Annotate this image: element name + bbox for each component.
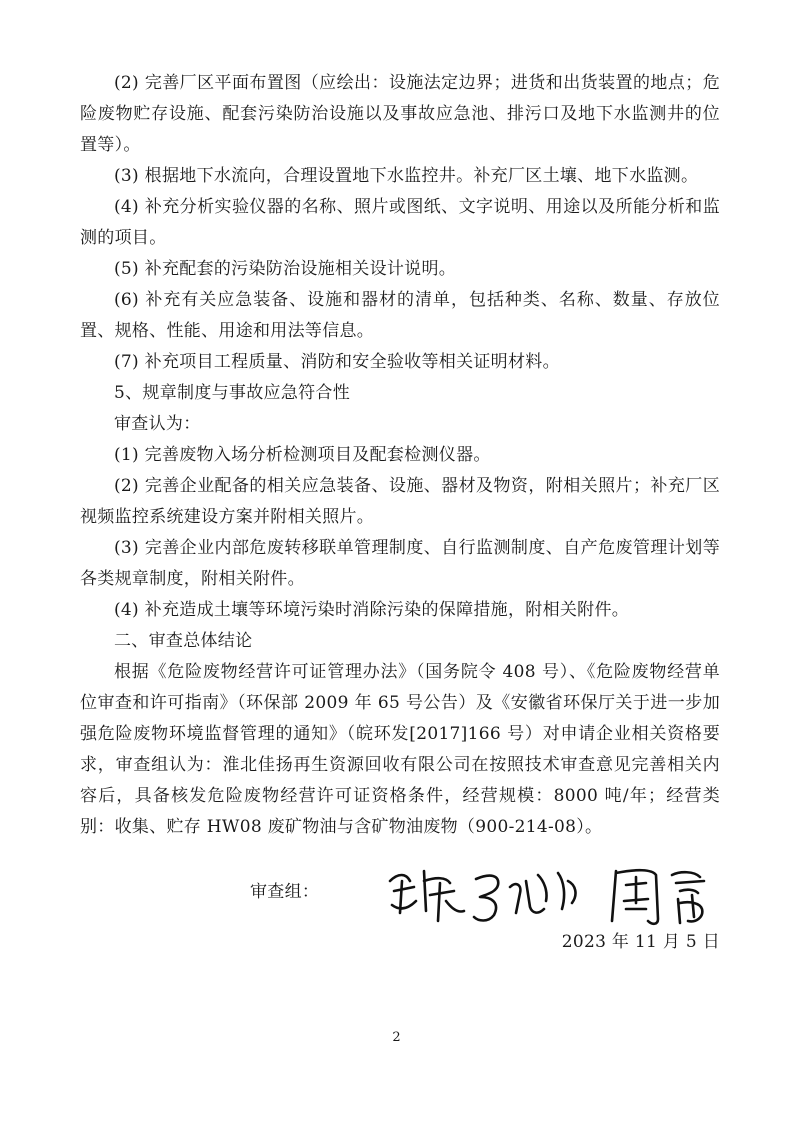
section-5-heading: 5、规章制度与事故应急符合性: [114, 383, 351, 403]
review-item-3: (3) 完善企业内部危废转移联单管理制度、自行监测制度、自产危废管理计划等各类规章制度，附相关附件。: [80, 538, 720, 589]
document-body: [80, 68, 720, 952]
item-3-groundwater-wells: (3) 根据地下水流向，合理设置地下水监控井。补充厂区土壤、地下水监测。: [114, 166, 699, 186]
item-7-acceptance-materials: (7) 补充项目工程质量、消防和安全验收等相关证明材料。: [114, 352, 560, 372]
item-6-emergency-equipment: (6) 补充有关应急装备、设施和器材的清单，包括种类、名称、数量、存放位置、规格、性能、用途和用法等信息。: [80, 290, 720, 341]
item-5-pollution-facilities: (5) 补充配套的污染防治设施相关设计说明。: [114, 259, 457, 279]
item-2-floor-plan: (2) 完善厂区平面布置图（应绘出：设施法定边界；进货和出货装置的地点；危险废物贮存设施、配套污染防治设施以及事故应急池、排污口及地下水监测井的位置等）。: [80, 73, 720, 155]
handwritten-signatures: [380, 851, 720, 931]
item-4-lab-instruments: (4) 补充分析实验仪器的名称、照片或图纸、文字说明、用途以及所能分析和监测的项目。: [80, 197, 720, 248]
conclusion-paragraph: 根据《危险废物经营许可证管理办法》（国务院令 408 号）、《危险废物经营单位审查和许可指南》（环保部 2009 年 65 号公告）及《安徽省环保厅关于进一步加强危险废物环境监督管理的通知》（皖环发[2017]166 号）对申请企业相关资格要求，审查组认为：淮北佳扬再生资源回收有限公司在按照技术审查意见完善相关内容后，具备核发危险废物经营许可证资格条件，经营规模：8000 吨/年；经营类别：收集、贮存 HW08 废矿物油与含矿物油废物（900-214-08）。: [80, 662, 720, 837]
review-date: 2023 年 11 月 5 日: [561, 932, 720, 952]
review-opinion-heading: 审查认为：: [114, 414, 201, 434]
review-item-2: (2) 完善企业配备的相关应急装备、设施、器材及物资，附相关照片；补充厂区视频监控系统建设方案并附相关照片。: [80, 476, 720, 527]
page-number: 2: [392, 1030, 401, 1045]
conclusion-heading: 二、审查总体结论: [114, 631, 253, 651]
review-group-label: 审查组：: [250, 882, 320, 902]
review-signature-block: [80, 859, 720, 952]
review-item-1: (1) 完善废物入场分析检测项目及配套检测仪器。: [114, 445, 491, 465]
review-item-4: (4) 补充造成土壤等环境污染时消除污染的保障措施，附相关附件。: [114, 600, 630, 620]
